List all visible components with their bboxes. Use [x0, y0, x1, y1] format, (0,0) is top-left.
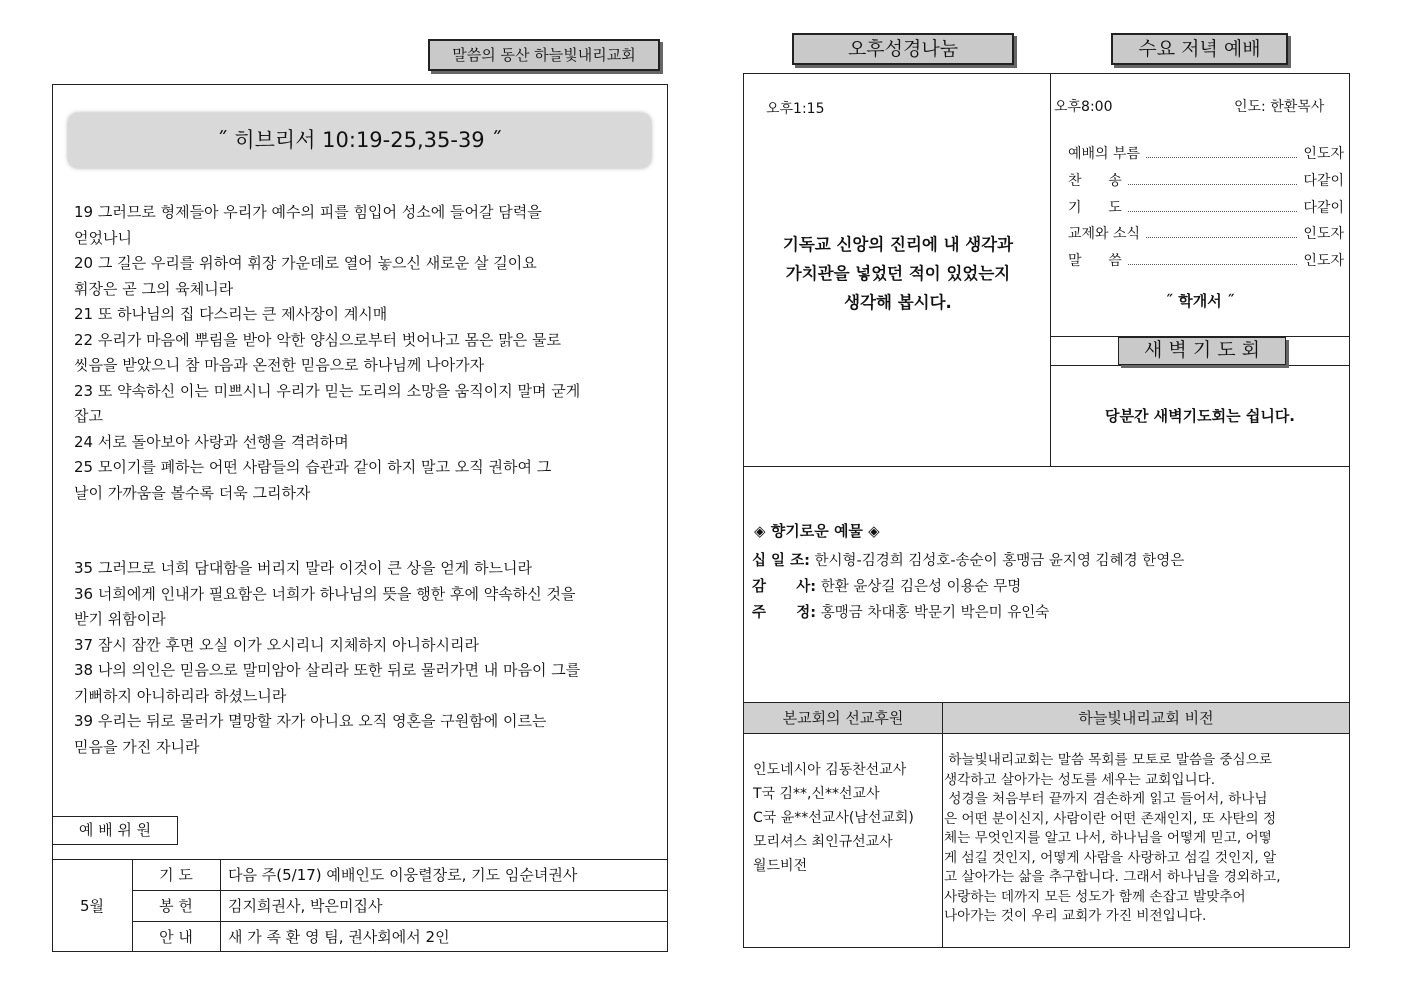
verse-line: 믿음을 가진 자니라 [74, 737, 200, 756]
committee-month: 5월 [79, 897, 105, 915]
mission-item: 인도네시아 김동찬선교사 [753, 762, 907, 778]
vision-header: 하늘빛내리교회 비전 [943, 703, 1349, 733]
verse-line: 24 서로 돌아보아 사랑과 선행을 격려하며 [74, 432, 349, 451]
verse-line: 날이 가까움을 볼수록 더욱 그리하자 [74, 483, 311, 502]
order-item: 예배의 부름 인도자 [1068, 146, 1344, 162]
offering-row: 주 정: 홍맹금 차대홍 박문기 박은미 유인숙 [752, 605, 1050, 621]
mission-header: 본교회의 선교후원 [744, 703, 942, 733]
wednesday-time: 오후8:00 [1054, 99, 1113, 115]
verse-line: 23 또 약속하신 이는 미쁘시니 우리가 믿는 도리의 소망을 움직이지 말며 굳게 [74, 381, 581, 400]
offering-row: 감 사: 한환 윤상길 김은성 이용순 무명 [752, 579, 1022, 595]
wednesday-leader: 인도: 한환목사 [1234, 99, 1325, 115]
mission-item: T국 김**,신**선교사 [753, 786, 880, 802]
dawn-divider-bottom [1050, 365, 1350, 366]
afternoon-question: 기독교 신앙의 진리에 내 생각과 가치관을 넣었던 적이 있었는지 생각해 봅시다. [782, 235, 1014, 312]
section-divider [743, 733, 1350, 734]
verse-line: 22 우리가 마음에 뿌림을 받아 악한 양심으로부터 벗어나고 몸은 맑은 물로 [74, 330, 561, 349]
verse-line: 기뻐하지 아니하리라 하셨느니라 [74, 686, 287, 705]
offering-row: 십 일 조: 한시형-김경희 김성호-송순이 홍맹금 윤지영 김혜경 한영은 [752, 553, 1185, 569]
committee-col-divider [220, 859, 221, 952]
scripture-title-banner [68, 113, 651, 168]
verse-line: 36 너희에게 인내가 필요함은 너희가 하나님의 뜻을 행한 후에 약속하신 것을 [74, 584, 576, 603]
committee-value: 다음 주(5/17) 예배인도 이웅렬장로, 기도 임순녀권사 [228, 866, 578, 884]
verse-line: 받기 위함이라 [74, 610, 166, 628]
verse-line: 35 그러므로 너희 담대함을 버리지 말라 이것이 큰 상을 얻게 하느니라 [74, 559, 533, 577]
offering-heading: ◈ 향기로운 예물 ◈ [754, 522, 880, 540]
mission-item: C국 윤**선교사(남선교회) [753, 810, 914, 826]
verse-line: 휘장은 곧 그의 육체니라 [74, 279, 234, 298]
worship-committee-label: 예 배 위 원 [52, 816, 178, 845]
order-item: 기 도 다같이 [1068, 200, 1344, 216]
order-item: 찬 송 다같이 [1068, 173, 1344, 189]
committee-value: 김지희권사, 박은미집사 [228, 897, 383, 915]
afternoon-time: 오후1:15 [766, 101, 825, 117]
verse-line: 37 잠시 잠깐 후면 오실 이가 오시리니 지체하지 아니하시리라 [74, 635, 479, 654]
committee-value: 새 가 족 환 영 팀, 권사회에서 2인 [228, 928, 450, 946]
order-item: 말 씀 인도자 [1068, 253, 1344, 269]
verse-line: 39 우리는 뒤로 물러가 멸망할 자가 아니요 오직 영혼을 구원함에 이르는 [74, 712, 547, 730]
verse-line: 20 그 길은 우리를 위하여 휘장 가운데로 열어 놓으신 새로운 살 길이요 [74, 254, 537, 272]
mission-item: 월드비전 [753, 858, 808, 874]
verse-line: 잡고 [74, 407, 103, 425]
verse-line: 얻었나니 [74, 228, 132, 247]
committee-role: 안 내 [159, 928, 193, 946]
committee-role: 봉 헌 [159, 897, 193, 915]
committee-role: 기 도 [159, 866, 193, 884]
scripture-title: ˝ 히브리서 10:19-25,35-39 ˝ [217, 128, 502, 152]
afternoon-bible-tag: 오후성경나눔 [792, 33, 1014, 65]
column-divider [942, 702, 943, 948]
verse-line: 38 나의 의인은 믿음으로 말미암아 살리라 또한 뒤로 물러가면 내 마음이 그를 [74, 661, 581, 679]
order-item: 교제와 소식 인도자 [1068, 226, 1344, 242]
mission-item: 모리셔스 최인규선교사 [753, 834, 893, 850]
wednesday-sermon: ˝ 학개서 ˝ [1165, 292, 1235, 310]
church-name-tag: 말씀의 동산 하늘빛내리교회 [428, 39, 660, 71]
wednesday-service-tag: 수요 저녁 예배 [1111, 33, 1288, 65]
mission-list [753, 758, 914, 878]
verse-line: 21 또 하나님의 집 다스리는 큰 제사장이 계시매 [74, 305, 388, 323]
verse-line: 19 그러므로 형제들아 우리가 예수의 피를 힘입어 성소에 들어갈 담력을 [74, 203, 542, 221]
dawn-notice: 당분간 새벽기도회는 쉽니다. [1104, 407, 1296, 425]
vision-text: 하늘빛내리교회는 말씀 목회를 모토로 말씀을 중심으로 생각하고 살아가는 성도를 세우는 교회입니다. 성경을 처음부터 끝까지 겸손하게 읽고 들어서, 하나님 은 어떤 분이신지, 사람이란 어떤 존재인지, 또 사탄의 정 체는 무엇인지를 알고 나서, 하나님을 어떻게 믿고, 어떻 게 섬길 것인지, 어떻게 사람을 사랑하고 섬길 것인지, 알 고 살아가는 삶을 추구합니다. 그래서 하나님을 경외하고, 사랑하는 데까지 모든 성도가 함께 손잡고 발맞추어 나아가는 것이 우리 교회가 가진 비전입니다. [944, 752, 1281, 924]
verse-line: 25 모이기를 폐하는 어떤 사람들의 습관과 같이 하지 말고 오직 권하여 그 [74, 458, 552, 476]
section-divider [743, 466, 1350, 467]
dawn-prayer-tag: 새 벽 기 도 회 [1118, 337, 1286, 365]
verse-line: 씻음을 받았으니 참 마음과 온전한 믿음으로 하나님께 나아가자 [74, 356, 485, 374]
